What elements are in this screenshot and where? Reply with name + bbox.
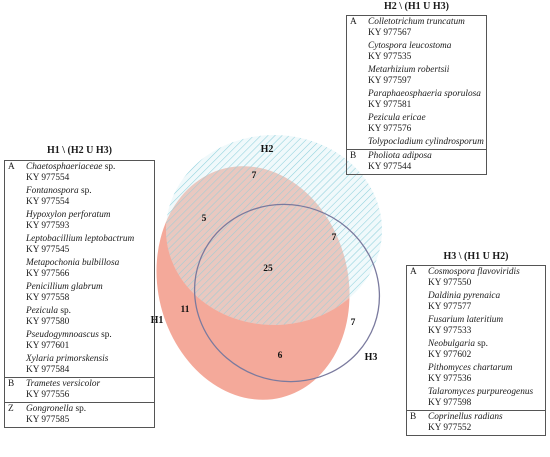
group-letter bbox=[5, 257, 24, 281]
accession-number: KY 977580 bbox=[26, 317, 70, 327]
group-letter bbox=[347, 112, 366, 136]
taxon-name: Tolypocladium cylindrosporum bbox=[368, 137, 484, 147]
species-cell bbox=[365, 64, 487, 88]
accession-number: KY 977535 bbox=[368, 52, 412, 62]
accession-number: KY 977567 bbox=[368, 28, 412, 38]
species-cell bbox=[23, 233, 155, 257]
group-letter: B bbox=[347, 150, 366, 175]
count-h3-only: 7 bbox=[350, 318, 356, 328]
species-row bbox=[5, 161, 155, 186]
species-row bbox=[347, 150, 487, 175]
species-row bbox=[407, 386, 546, 411]
species-row bbox=[407, 411, 546, 436]
taxon-name: Fontanospora bbox=[26, 186, 79, 196]
group-letter: B bbox=[407, 411, 426, 436]
taxon-name: Cosmospora flavoviridis bbox=[428, 267, 520, 277]
species-cell bbox=[365, 16, 487, 41]
group-letter bbox=[347, 136, 366, 150]
species-row bbox=[347, 40, 487, 64]
taxon-name: Gongronella bbox=[26, 404, 74, 414]
accession-number: KY 977566 bbox=[26, 269, 70, 279]
species-cell bbox=[425, 386, 546, 411]
count-all: 25 bbox=[263, 264, 273, 274]
accession-number: KY 977597 bbox=[368, 76, 412, 86]
species-table-h3 bbox=[406, 265, 546, 436]
count-h1-h2: 5 bbox=[201, 214, 207, 224]
species-row bbox=[5, 403, 155, 428]
accession-number: KY 977536 bbox=[428, 374, 472, 384]
species-row bbox=[5, 329, 155, 353]
panel-h3-title: H3 \ (H1 U H2) bbox=[443, 251, 509, 262]
taxon-name: Pezicula bbox=[26, 306, 59, 316]
species-row bbox=[347, 64, 487, 88]
group-letter bbox=[5, 329, 24, 353]
species-row bbox=[347, 112, 487, 136]
accession-number: KY 977556 bbox=[26, 390, 70, 400]
species-row bbox=[407, 338, 546, 362]
group-letter bbox=[347, 64, 366, 88]
taxon-name: Coprinellus radians bbox=[428, 412, 503, 422]
species-cell bbox=[425, 266, 546, 291]
taxon-name: Talaromyces purpureogenus bbox=[428, 387, 534, 397]
accession-number: KY 977552 bbox=[428, 423, 472, 433]
species-cell bbox=[23, 185, 155, 209]
accession-number: KY 977585 bbox=[26, 415, 70, 425]
group-letter bbox=[407, 290, 426, 314]
taxon-name: Pholiota adiposa bbox=[368, 151, 432, 161]
panel-h1-exclusive bbox=[4, 145, 155, 428]
species-cell bbox=[23, 305, 155, 329]
taxon-name: Trametes versicolor bbox=[26, 379, 101, 389]
taxon-name: Pseudogymnoascus bbox=[26, 330, 99, 340]
panel-h1-title: H1 \ (H2 U H3) bbox=[47, 145, 112, 156]
accession-number: KY 977576 bbox=[368, 124, 412, 134]
species-row bbox=[5, 281, 155, 305]
species-row bbox=[5, 233, 155, 257]
group-letter: Z bbox=[5, 403, 24, 428]
species-cell bbox=[23, 353, 155, 378]
group-letter bbox=[407, 314, 426, 338]
species-cell bbox=[23, 403, 155, 428]
taxon-name: Chaetosphaeriaceae bbox=[26, 162, 103, 172]
species-cell bbox=[425, 314, 546, 338]
species-row bbox=[407, 266, 546, 291]
taxon-suffix: sp. bbox=[98, 330, 112, 340]
group-letter bbox=[5, 209, 24, 233]
species-row bbox=[5, 305, 155, 329]
species-table-h1 bbox=[4, 160, 155, 428]
set-h1-label: H1 bbox=[150, 315, 164, 326]
taxon-name: Penicillium glabrum bbox=[26, 282, 103, 292]
group-letter bbox=[407, 362, 426, 386]
accession-number: KY 977598 bbox=[428, 398, 472, 408]
taxon-name: Pezicula ericae bbox=[368, 113, 426, 123]
set-h3-label: H3 bbox=[364, 352, 378, 363]
taxon-suffix: sp. bbox=[102, 162, 116, 172]
species-cell bbox=[365, 136, 487, 150]
species-row bbox=[5, 209, 155, 233]
taxon-name: Pithomyces chartarum bbox=[428, 363, 513, 373]
count-h1-only: 11 bbox=[180, 305, 190, 315]
accession-number: KY 977544 bbox=[368, 162, 412, 172]
species-cell bbox=[365, 112, 487, 136]
species-cell bbox=[23, 161, 155, 186]
species-row bbox=[407, 362, 546, 386]
species-cell bbox=[23, 329, 155, 353]
taxon-suffix: sp. bbox=[78, 186, 92, 196]
taxon-name: Daldinia pyrenaica bbox=[428, 291, 501, 301]
taxon-name: Leptobacillium leptobactrum bbox=[26, 234, 135, 244]
taxon-name: Paraphaeosphaeria sporulosa bbox=[368, 89, 481, 99]
count-h1-h3: 6 bbox=[277, 351, 283, 361]
group-letter bbox=[5, 281, 24, 305]
accession-number: KY 977601 bbox=[26, 341, 70, 351]
accession-number: KY 977554 bbox=[26, 173, 70, 183]
panel-h2-exclusive bbox=[346, 1, 487, 175]
set-h2-label: H2 bbox=[260, 144, 274, 155]
taxon-suffix: sp. bbox=[58, 306, 71, 316]
accession-number: KY 977554 bbox=[26, 197, 70, 207]
taxon-name: Colletotrichum truncatum bbox=[368, 17, 465, 27]
species-row bbox=[5, 257, 155, 281]
taxon-name: Neobulgaria bbox=[428, 339, 476, 349]
species-cell bbox=[365, 88, 487, 112]
accession-number: KY 977593 bbox=[26, 221, 70, 231]
species-cell bbox=[23, 281, 155, 305]
species-cell bbox=[23, 209, 155, 233]
group-letter bbox=[5, 233, 24, 257]
group-letter bbox=[407, 338, 426, 362]
taxon-suffix: sp. bbox=[73, 404, 87, 414]
group-letter bbox=[5, 185, 24, 209]
panel-h3-exclusive bbox=[406, 251, 546, 436]
species-cell bbox=[425, 338, 546, 362]
group-letter bbox=[347, 40, 366, 64]
group-letter: A bbox=[410, 267, 417, 277]
group-letter: B bbox=[5, 378, 24, 403]
accession-number: KY 977545 bbox=[26, 245, 70, 255]
species-row bbox=[347, 136, 487, 150]
accession-number: KY 977550 bbox=[428, 278, 472, 288]
species-cell bbox=[365, 150, 487, 175]
accession-number: KY 977584 bbox=[26, 365, 70, 375]
taxon-name: Hypoxylon perforatum bbox=[26, 210, 111, 220]
species-row bbox=[5, 185, 155, 209]
accession-number: KY 977581 bbox=[368, 100, 412, 110]
taxon-name: Metapochonia bulbillosa bbox=[26, 258, 120, 268]
species-cell bbox=[365, 40, 487, 64]
accession-number: KY 977602 bbox=[428, 350, 472, 360]
species-cell bbox=[23, 257, 155, 281]
taxon-name: Metarhizium robertsii bbox=[368, 65, 450, 75]
group-letter bbox=[5, 353, 24, 378]
species-row bbox=[407, 290, 546, 314]
panel-h2-title: H2 \ (H1 U H3) bbox=[384, 1, 449, 12]
group-letter bbox=[407, 386, 426, 411]
group-letter bbox=[5, 305, 24, 329]
group-letter: A bbox=[350, 17, 357, 27]
group-letter bbox=[347, 88, 366, 112]
species-row bbox=[407, 314, 546, 338]
species-table-h2 bbox=[346, 15, 487, 175]
taxon-name: Xylaria primorskensis bbox=[26, 354, 109, 364]
accession-number: KY 977577 bbox=[428, 302, 472, 312]
taxon-name: Cytospora leucostoma bbox=[368, 41, 452, 51]
species-cell bbox=[425, 362, 546, 386]
species-cell bbox=[425, 411, 546, 436]
group-letter: A bbox=[8, 162, 15, 172]
species-row bbox=[5, 353, 155, 378]
count-h2-only: 7 bbox=[251, 171, 257, 181]
taxon-name: Fusarium lateritium bbox=[428, 315, 504, 325]
taxon-suffix: sp. bbox=[475, 339, 488, 349]
species-cell bbox=[425, 290, 546, 314]
species-cell bbox=[23, 378, 155, 403]
species-row bbox=[347, 88, 487, 112]
accession-number: KY 977533 bbox=[428, 326, 472, 336]
accession-number: KY 977558 bbox=[26, 293, 70, 303]
species-row bbox=[347, 16, 487, 41]
count-h2-h3: 7 bbox=[331, 233, 337, 243]
species-row bbox=[5, 378, 155, 403]
